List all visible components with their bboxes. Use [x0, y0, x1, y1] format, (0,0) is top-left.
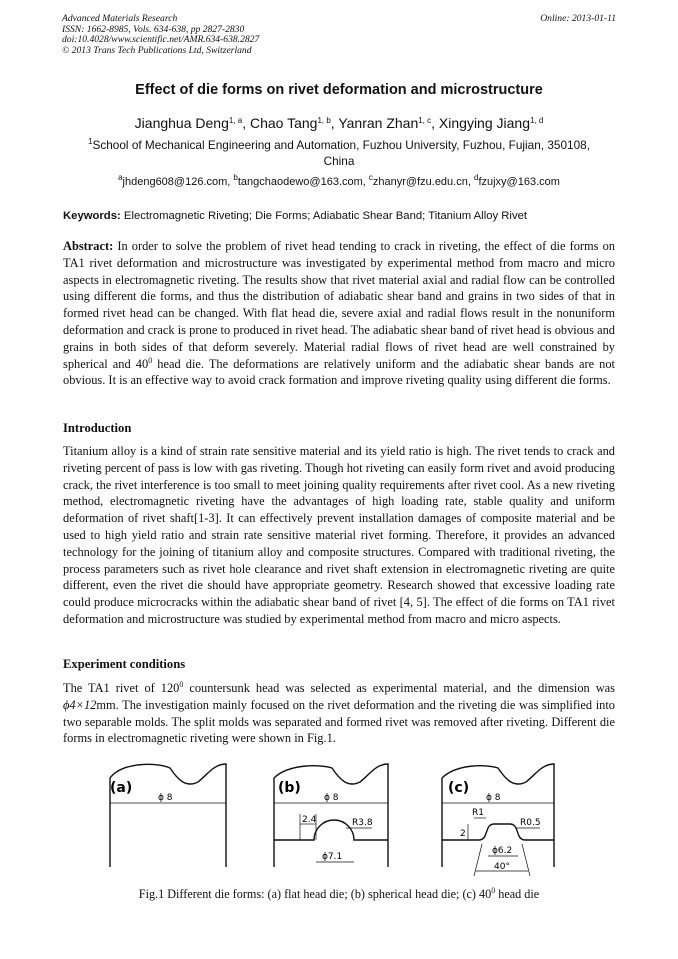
caption-text-end: head die [495, 887, 540, 901]
panel-b-dim: 2.4 [302, 815, 317, 825]
panel-b-dim: ϕ 8 [324, 793, 339, 803]
degree-superscript: 0 [179, 680, 184, 689]
email-link[interactable]: jhdeng608@126.com [122, 176, 228, 188]
email-superscript: b [233, 173, 238, 182]
affiliation-line-1: School of Mechanical Engineering and Automation, Fuzhou University, Fuzhou, Fujian, 350108, [92, 138, 590, 152]
email-link[interactable]: tangchaodewo@163.com [237, 176, 363, 188]
introduction-text: Titanium alloy is a kind of strain rate sensitive material and its yield ratio is high. The rivet tends to crack and riveting percent of pass is low with gas riveting. Though hot riveting can easily form rivet and avoid producing crack, the rivet interference is too small to meet joining quality requirements after rivet cool. As a new riveting method, electromagnetic riveting have the advantages of high loading rate, stable quality and uniform deformation of rivet shaft[1-3]. It can effectively prevent installation damages of composite material and be used to high yield ratio and strain rate sensitive material rivet forming. Therefore, it provides an advanced technology for the joining of titanium alloy and composite structures. Compared with traditional riveting, the process parameters such as rivet hole clearance and rivet shaft extension in electromagnetic riveting are quite different, even the rivet die should have appropriate geometry. Research showed that excessive loading rate could produce microcracks within the adiabatic shear band of rivet [4, 5]. The effect of die forms on TA1 rivet deformation and microstructure was studied by experimental method from macro and micro aspects. [63, 444, 615, 626]
keywords [63, 210, 623, 222]
email-link[interactable]: fzujxy@163.com [478, 176, 560, 188]
caption-text: Fig.1 Different die forms: (a) flat head die; (b) spherical head die; (c) 40 [138, 887, 492, 901]
degree-superscript: 0 [491, 886, 496, 895]
figure-caption [0, 887, 678, 902]
panel-c-dim: R0.5 [520, 818, 541, 828]
author-superscript: 1, c [418, 116, 432, 125]
issn-line: ISSN: 1662-8985, Vols. 634-638, pp 2827-2830 [62, 23, 245, 35]
author-list: Jianghua Deng$^{1, a}$, Chao Tang$^{1, b}$, Yanran Zhan$^{1, c}$, Xingying Jiang$^{1, d}$ [134, 115, 544, 131]
panel-c-dim: ϕ 8 [486, 793, 501, 803]
experiment-heading: Experiment conditions [63, 657, 186, 671]
author-superscript: 1, b [317, 116, 331, 125]
online-date: Online: 2013-01-11 [540, 13, 616, 24]
experiment-text [63, 680, 615, 747]
email-superscript: d [473, 173, 479, 182]
abstract-label: Abstract: [63, 239, 114, 253]
panel-b-dim: ϕ7.1 [322, 852, 343, 862]
journal-name: Advanced Materials Research [62, 13, 178, 24]
author-name: Jianghua Deng [134, 115, 229, 131]
experiment-text-2: countersunk head was selected as experimental material, and the dimension was [183, 681, 615, 695]
panel-c-dim: R1 [472, 808, 484, 818]
author-superscript: 1, a [228, 116, 243, 125]
affiliation-line-2: China [323, 153, 355, 168]
author-emails: $^a$jhdeng608@126.com, $^b$tangchaodewo@163.com, $^c$zhanyr@fzu.edu.cn, $^d$fzujxy@163.com [118, 173, 560, 188]
abstract-text: In order to solve the problem of rivet head tending to crack in riveting, the effect of die forms on TA1 rivet deformation and microstructure was investigated by experimental method from macro and micro aspects in electromagnetic riveting. The results show that rivet material axial and radial flow can be controlled using different die forms, and thus the distribution of adiabatic shear band and grains in two sides of that in formed rivet head can be changed. With flat head die, severe axial and radial flows result in the nonuniform deformation and crack is prone to produced in rivet head. The adiabatic shear band of rivet head is obvious and grains in both sides of that deform severely. Material radial flows of rivet head are well constrained by spherical and 40 [63, 239, 615, 371]
copyright-line: © 2013 Trans Tech Publications Ltd, Switzerland [62, 44, 252, 56]
affiliation [70, 138, 608, 169]
die-forms-diagram [102, 752, 572, 882]
email-superscript: c [368, 173, 373, 182]
degree-superscript: 0 [148, 355, 153, 365]
figure-1 [102, 752, 572, 882]
journal-header [62, 14, 259, 56]
doi-line: doi:10.4028/www.scientific.net/AMR.634-638.2827 [62, 34, 260, 46]
panel-a-dim: ϕ 8 [158, 793, 173, 803]
author-name: Yanran Zhan [338, 115, 419, 131]
author-name: Chao Tang [249, 115, 318, 131]
panel-b-dim: R3.8 [352, 818, 373, 828]
author-name: Xingying Jiang [438, 115, 530, 131]
email-superscript: a [118, 173, 123, 182]
panel-c-dim: 40° [494, 862, 510, 872]
abstract-text-cont: head die. The deformations are relatively uniform and the adiabatic shear bands are not obvious. It is an effective way to avoid crack formation and improve riveting quality using different die forms. [63, 356, 616, 388]
keywords-text: Electromagnetic Riveting; Die Forms; Adiabatic Shear Band; Titanium Alloy Rivet [123, 210, 528, 222]
panel-a-label: (a) [110, 780, 133, 796]
abstract [63, 238, 615, 389]
experiment-text-3: mm. The investigation mainly focused on the rivet deformation and the riveting die was simplified into two separable molds. The split molds was separated and formed rivet was removed after riveting. Different die forms in electromagnetic riveting were shown in Fig.1. [63, 697, 615, 746]
paper-title: Effect of die forms on rivet deformation and microstructure [135, 82, 543, 98]
author-superscript: 1, d [529, 116, 544, 125]
panel-c-dim: 2 [460, 829, 466, 839]
email-link[interactable]: zhanyr@fzu.edu.cn [372, 176, 468, 188]
affiliation-superscript: 1 [88, 137, 93, 146]
panel-c-dim: ϕ6.2 [492, 846, 513, 856]
panel-c-label: (c) [448, 780, 470, 796]
keywords-label: Keywords: [63, 210, 121, 222]
rivet-dimension: ϕ4×12 [63, 697, 97, 712]
introduction-heading: Introduction [63, 421, 132, 435]
experiment-text-1: The TA1 rivet of 120 [63, 681, 180, 695]
panel-b-label: (b) [278, 780, 301, 796]
